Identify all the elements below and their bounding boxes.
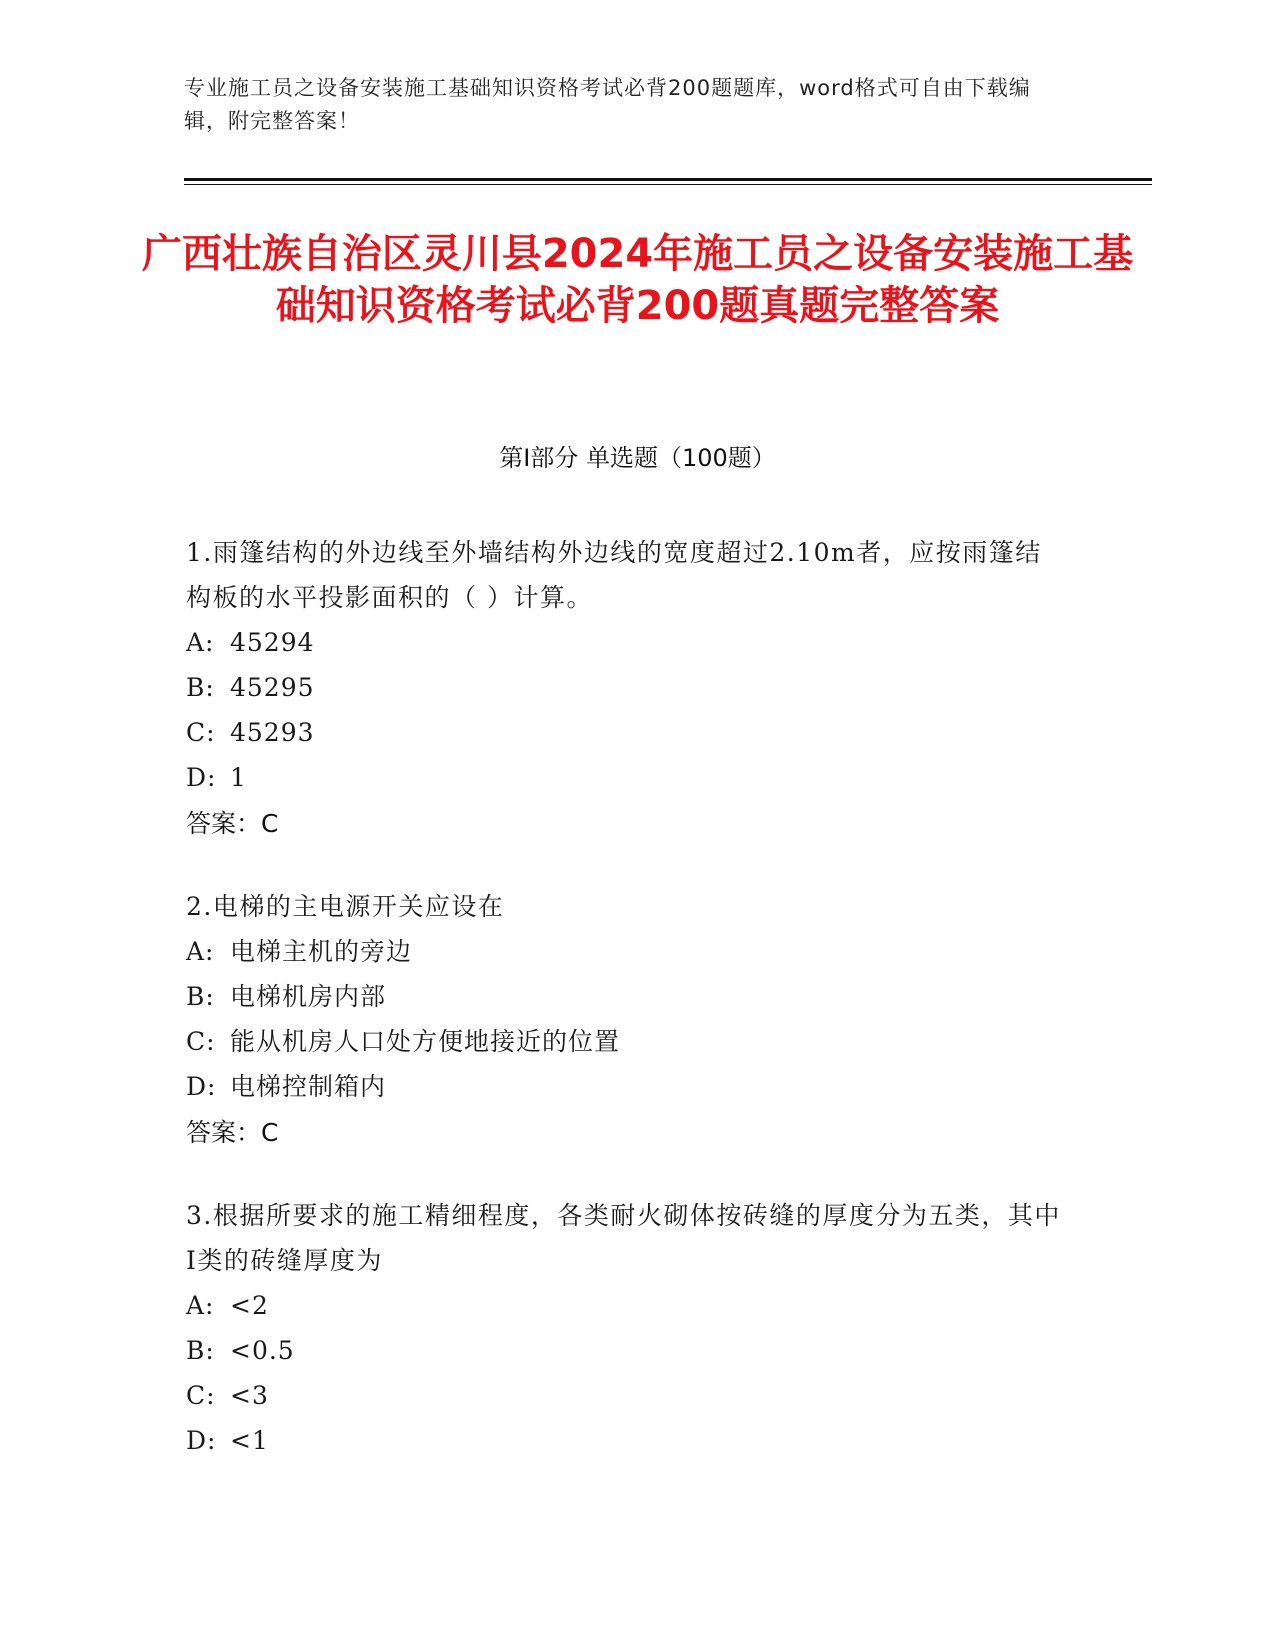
option-key: A:: [186, 1291, 215, 1320]
option-b: [186, 1328, 1066, 1373]
option-text: <2: [230, 1291, 269, 1320]
option-text: 45295: [230, 673, 315, 702]
question-stem: 1.雨篷结构的外边线至外墙结构外边线的宽度超过2.10m者，应按雨篷结构板的水平投影面积的（ ）计算。: [186, 538, 1042, 612]
option-key: B:: [186, 1336, 215, 1365]
answer: 答案：C: [186, 809, 279, 838]
header-rule-thick: [184, 178, 1152, 181]
option-a: [186, 929, 1066, 974]
option-text: 电梯机房内部: [230, 982, 387, 1011]
option-d: [186, 1418, 1066, 1463]
question-stem: 2.电梯的主电源开关应设在: [186, 892, 505, 921]
option-text: 45294: [230, 628, 315, 657]
option-text: 1: [230, 763, 247, 792]
option-text: 能从机房人口处方便地接近的位置: [230, 1027, 621, 1056]
option-d: [186, 1064, 1066, 1109]
option-key: C:: [186, 1381, 216, 1410]
option-key: B:: [186, 982, 215, 1011]
option-c: [186, 1373, 1066, 1418]
option-text: 电梯主机的旁边: [230, 937, 413, 966]
option-a: [186, 1283, 1066, 1328]
option-key: C:: [186, 718, 216, 747]
option-key: A:: [186, 937, 215, 966]
option-text: 电梯控制箱内: [230, 1072, 387, 1101]
option-b: [186, 974, 1066, 1019]
document-title: 广西壮族自治区灵川县2024年施工员之设备安装施工基础知识资格考试必背200题真题完整答案: [141, 231, 1134, 329]
option-key: A:: [186, 628, 215, 657]
option-text: <3: [230, 1381, 269, 1410]
option-key: B:: [186, 673, 215, 702]
section-heading: 第Ⅰ部分 单选题（100题）: [499, 444, 776, 472]
question-1: [186, 530, 1066, 848]
option-text: <0.5: [230, 1336, 295, 1365]
answer: 答案：C: [186, 1118, 279, 1147]
option-key: D:: [186, 1072, 217, 1101]
question-stem: 3.根据所要求的施工精细程度，各类耐火砌体按砖缝的厚度分为五类，其中Ⅰ类的砖缝厚度为: [186, 1201, 1061, 1275]
option-key: C:: [186, 1027, 216, 1056]
option-c: [186, 1019, 1066, 1064]
option-d: [186, 755, 1066, 800]
option-key: D:: [186, 1426, 217, 1455]
question-2: [186, 884, 1066, 1157]
option-c: [186, 710, 1066, 755]
header-note: 专业施工员之设备安装施工基础知识资格考试必背200题题库，word格式可自由下载编辑，附完整答案！: [184, 76, 1031, 133]
question-3: [186, 1193, 1066, 1463]
option-b: [186, 665, 1066, 710]
option-text: <1: [230, 1426, 269, 1455]
option-text: 45293: [230, 718, 315, 747]
option-a: [186, 620, 1066, 665]
option-key: D:: [186, 763, 217, 792]
question-list: [186, 530, 1066, 1499]
header-rule-thin: [184, 184, 1152, 185]
